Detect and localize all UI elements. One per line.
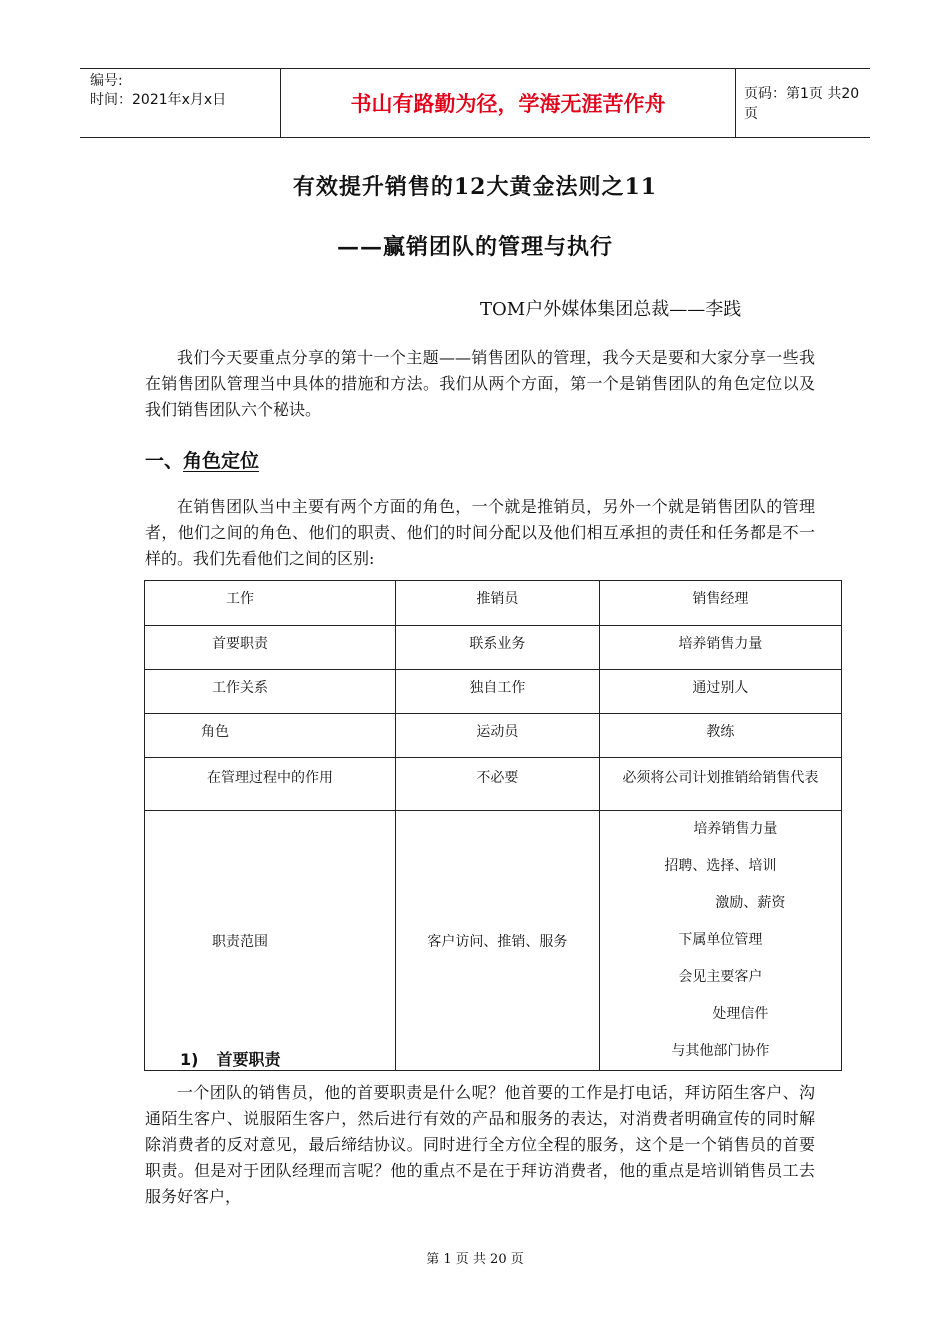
intro-paragraph: 我们今天要重点分享的第十一个主题——销售团队的管理，我今天是要和大家分享一些我在销售团队管理当中具体的措施和方法。我们从两个方面，第一个是销售团队的角色定位以及我们销售团队六个秘诀。 — [145, 348, 815, 419]
number-label: 编号: — [90, 73, 123, 89]
table-row-scope — [145, 811, 842, 1071]
scope-item: 与其他部门协作 — [671, 1043, 770, 1059]
header-motto: 书山有路勤为径，学海无涯苦作舟 — [280, 69, 736, 137]
table-header-cell: 工作 — [145, 581, 396, 626]
table-cell: 独自工作 — [396, 670, 600, 714]
subsection-paragraph: 一个团队的销售员，他的首要职责是什么呢？他首要的工作是打电话，拜访陌生客户、沟通陌生客户、说服陌生客户，然后进行有效的产品和服务的表达，对消费者明确宣传的同时解除消费者的反对意见，最后缔结协议。同时进行全方位全程的服务，这个是一个销售员的首要职责。但是对于团队经理而言呢？他的重点不是在于拜访消费者，他的重点是培训销售员工去服务好客户， — [145, 1083, 815, 1206]
scope-item: 招聘、选择、培训 — [664, 858, 777, 874]
scope-item: 处理信件 — [712, 1006, 769, 1022]
section-heading — [145, 446, 259, 473]
section-number: 一、 — [145, 450, 184, 472]
table-header-row — [145, 581, 842, 626]
table-cell: 客户访问、推销、服务 — [396, 811, 600, 1071]
table-cell: 工作关系 — [145, 670, 396, 714]
table-cell: 联系业务 — [396, 626, 600, 670]
table-row — [145, 758, 842, 811]
scope-item: 会见主要客户 — [678, 969, 763, 985]
scope-item: 培养销售力量 — [693, 821, 778, 837]
table-cell: 必须将公司计划推销给销售代表 — [599, 758, 841, 811]
table-row — [145, 670, 842, 714]
scope-item: 下属单位管理 — [678, 932, 763, 948]
role-comparison-table — [144, 580, 842, 1071]
subsection-title: 首要职责 — [216, 1050, 281, 1069]
table-cell: 运动员 — [396, 714, 600, 758]
section-paragraph: 在销售团队当中主要有两个方面的角色，一个就是推销员，另外一个就是销售团队的管理者，他们之间的角色、他们的职责、他们的时间分配以及他们相互承担的责任和任务都是不一样的。我们先看他们之间的区别: — [145, 497, 815, 568]
table-cell: 在管理过程中的作用 — [145, 758, 396, 811]
time-label: 时间：2021年x月x日 — [90, 92, 227, 108]
subsection-heading — [180, 1047, 280, 1070]
scope-item: 激励、薪资 — [715, 895, 786, 911]
table-row — [145, 626, 842, 670]
header-table — [80, 68, 870, 138]
scope-manager-cell — [599, 811, 841, 1071]
table-cell: 教练 — [599, 714, 841, 758]
table-cell: 角色 — [145, 714, 396, 758]
page-footer: 第 1 页 共 20 页 — [426, 1252, 524, 1267]
document-author: TOM户外媒体集团总裁——李践 — [480, 299, 742, 320]
section-title: 角色定位 — [183, 450, 260, 472]
header-meta-cell — [80, 69, 280, 137]
table-header-cell: 推销员 — [396, 581, 600, 626]
table-cell: 不必要 — [396, 758, 600, 811]
table-row — [145, 714, 842, 758]
table-cell: 通过别人 — [599, 670, 841, 714]
header-page-label: 页码：第1页 共20页 — [744, 86, 860, 122]
table-cell: 职责范围 — [145, 811, 396, 1071]
table-cell: 首要职责 — [145, 626, 396, 670]
subsection-number: 1) — [180, 1050, 199, 1069]
table-cell: 培养销售力量 — [599, 626, 841, 670]
table-header-cell: 销售经理 — [599, 581, 841, 626]
document-title: 有效提升销售的12大黄金法则之11 — [292, 174, 658, 200]
document-subtitle: ——赢销团队的管理与执行 — [336, 234, 613, 260]
